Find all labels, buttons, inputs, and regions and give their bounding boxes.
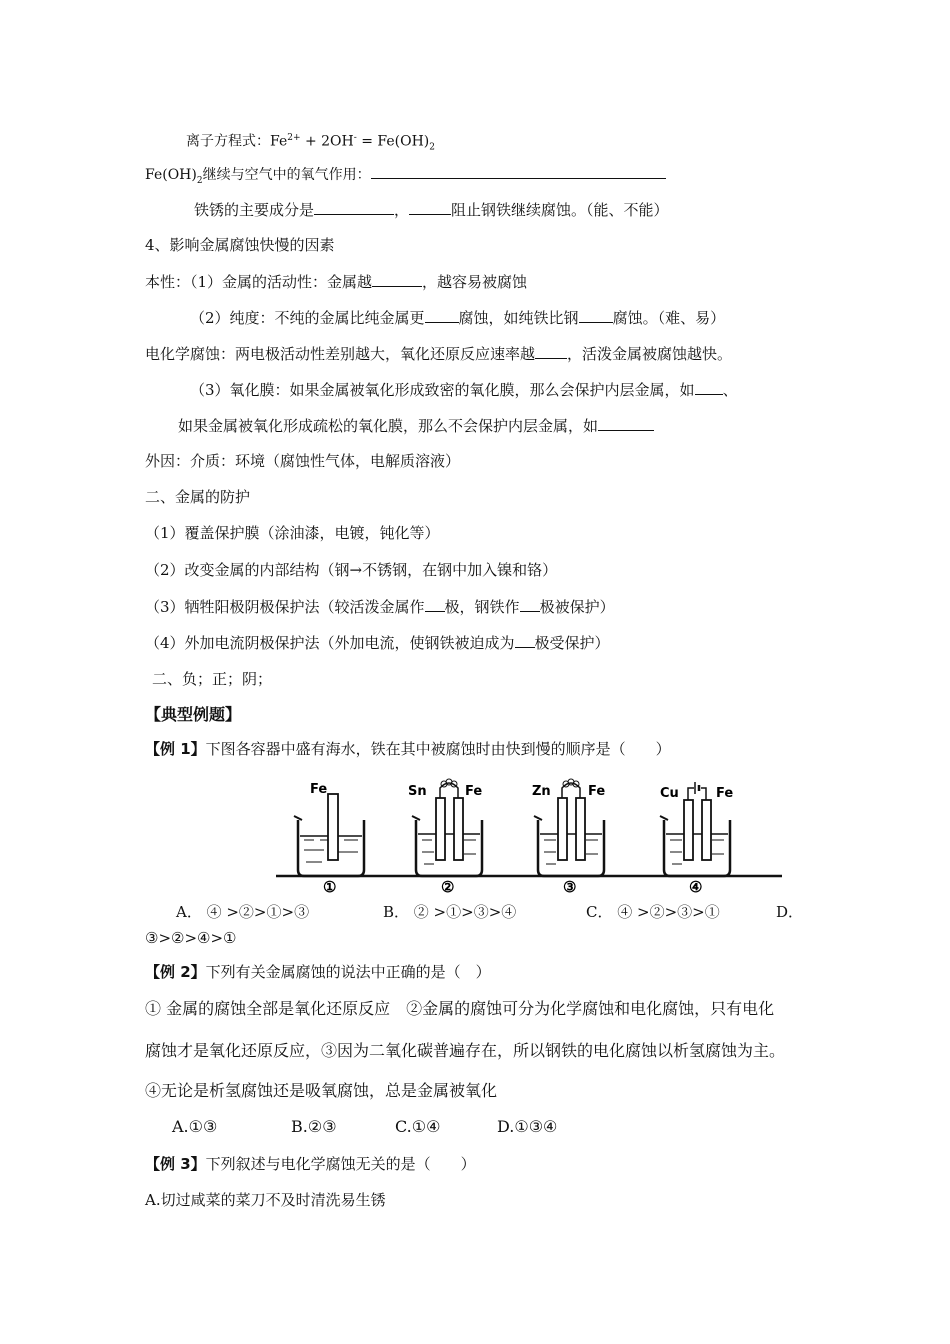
beaker-number-2: ② — [441, 878, 455, 896]
example-tag: 【例 1】 — [145, 740, 206, 758]
beaker-number-1: ① — [323, 878, 337, 896]
label-b1: Fe — [310, 782, 328, 797]
option-b[interactable]: B． ② >①>③>④ — [383, 903, 517, 921]
example-tag: 【例 2】 — [145, 963, 206, 981]
label-b3-right: Fe — [588, 784, 606, 799]
answer-blank[interactable] — [314, 199, 394, 215]
ex2-option-d[interactable]: D.①③④ — [497, 1117, 558, 1136]
answer-blank[interactable] — [425, 307, 459, 323]
example-3-option-a[interactable]: A.切过咸菜的菜刀不及时清洗易生锈 — [145, 1191, 386, 1209]
label-b4-left: Cu — [660, 786, 679, 801]
example-2-statement-1: ① 金属的腐蚀全部是氧化还原反应 ②金属的腐蚀可分为化学腐蚀和电化腐蚀，只有电化 — [145, 999, 775, 1018]
beaker-1 — [294, 794, 364, 876]
option-a[interactable]: A． ④ >②>①>③ — [176, 903, 310, 921]
answer-blank[interactable] — [425, 596, 445, 612]
label-b2-left: Sn — [408, 784, 427, 799]
ex2-option-a[interactable]: A.①③ — [172, 1117, 218, 1136]
example-2-statement-3: ④无论是析氢腐蚀还是吸氧腐蚀，总是金属被氧化 — [145, 1081, 498, 1100]
label-b2-right: Fe — [465, 784, 483, 799]
oxide-film-line: （3）氧化膜：如果金属被氧化形成致密的氧化膜，那么会保护内层金属，如 、 — [190, 381, 738, 399]
loose-oxide-line: 如果金属被氧化形成疏松的氧化膜，那么不会保护内层金属，如 — [178, 415, 654, 436]
purity-line: （2）纯度：不纯的金属比纯金属更 腐蚀，如纯铁比钢 腐蚀。（难、易） — [190, 309, 726, 327]
ionic-equation-line: 离子方程式：$Fe^{2+} + 2OH^- = Fe(OH)_2$ — [186, 133, 436, 153]
ex2-option-b[interactable]: B.②③ — [291, 1117, 337, 1136]
example-tag: 【例 3】 — [145, 1155, 206, 1173]
label-b3-left: Zn — [532, 784, 551, 799]
answer-blank[interactable] — [515, 632, 535, 648]
protection-heading: 二、金属的防护 — [145, 488, 251, 506]
answer-blank[interactable] — [372, 271, 422, 287]
example-3-question: 【例 3】下列叙述与电化学腐蚀无关的是（ ） — [145, 1155, 476, 1173]
example-2-statement-2: 腐蚀才是氧化还原反应，③因为二氧化碳普遍存在，所以钢铁的电化腐蚀以析氢腐蚀为主。 — [145, 1041, 786, 1060]
example-1-question: 【例 1】下图各容器中盛有海水，铁在其中被腐蚀时由快到慢的顺序是（ ） — [145, 740, 671, 758]
fe-electrode — [328, 794, 338, 860]
answer-blank[interactable] — [520, 596, 540, 612]
answer-blank[interactable] — [371, 163, 666, 179]
example-2-question: 【例 2】下列有关金属腐蚀的说法中正确的是（ ） — [145, 963, 491, 981]
option-d[interactable]: D． — [776, 903, 804, 921]
answer-line: 二、负；正；阴； — [152, 670, 273, 688]
factors-heading: 4、影响金属腐蚀快慢的因素 — [145, 236, 335, 254]
protection-item-3: （3）牺牲阳极阴极保护法（较活泼金属作 极，钢铁作 极被保护） — [145, 598, 615, 616]
protection-item-2: （2）改变金属的内部结构（钢→不锈钢，在钢中加入镍和铬） — [145, 561, 558, 579]
electrochemical-line: 电化学腐蚀：两电极活动性差别越大，氧化还原反应速率越 ，活泼金属被腐蚀越快。 — [145, 345, 733, 363]
beaker-number-3: ③ — [563, 878, 577, 896]
external-factor-line: 外因：介质：环境（腐蚀性气体，电解质溶液） — [145, 452, 461, 470]
ex2-option-c[interactable]: C.①④ — [395, 1117, 441, 1136]
answer-blank[interactable] — [535, 343, 567, 359]
answer-blank[interactable] — [598, 415, 654, 431]
oxygen-reaction-line: $Fe(OH)_2$继续与空气中的氧气作用： — [145, 163, 666, 191]
protection-item-1: （1）覆盖保护膜（涂油漆，电镀，钝化等） — [145, 524, 440, 542]
answer-blank[interactable] — [695, 379, 723, 395]
beaker-number-4: ④ — [689, 878, 703, 896]
section-title: 【典型例题】 — [145, 705, 242, 724]
answer-blank[interactable] — [409, 199, 451, 215]
activity-line: 本性：（1）金属的活动性：金属越 ，越容易被腐蚀 — [145, 273, 528, 291]
beaker-figure — [268, 776, 782, 896]
label-b4-right: Fe — [716, 786, 734, 801]
protection-item-4: （4）外加电流阴极保护法（外加电流，使钢铁被迫成为 极受保护） — [145, 634, 610, 652]
answer-blank[interactable] — [579, 307, 613, 323]
option-c[interactable]: C． ④ >②>③>① — [586, 903, 720, 921]
option-d-continued: ③>②>④>① — [145, 929, 237, 947]
rust-component-line: 铁锈的主要成分是 ， 阻止钢铁继续腐蚀。（能、不能） — [194, 201, 669, 219]
